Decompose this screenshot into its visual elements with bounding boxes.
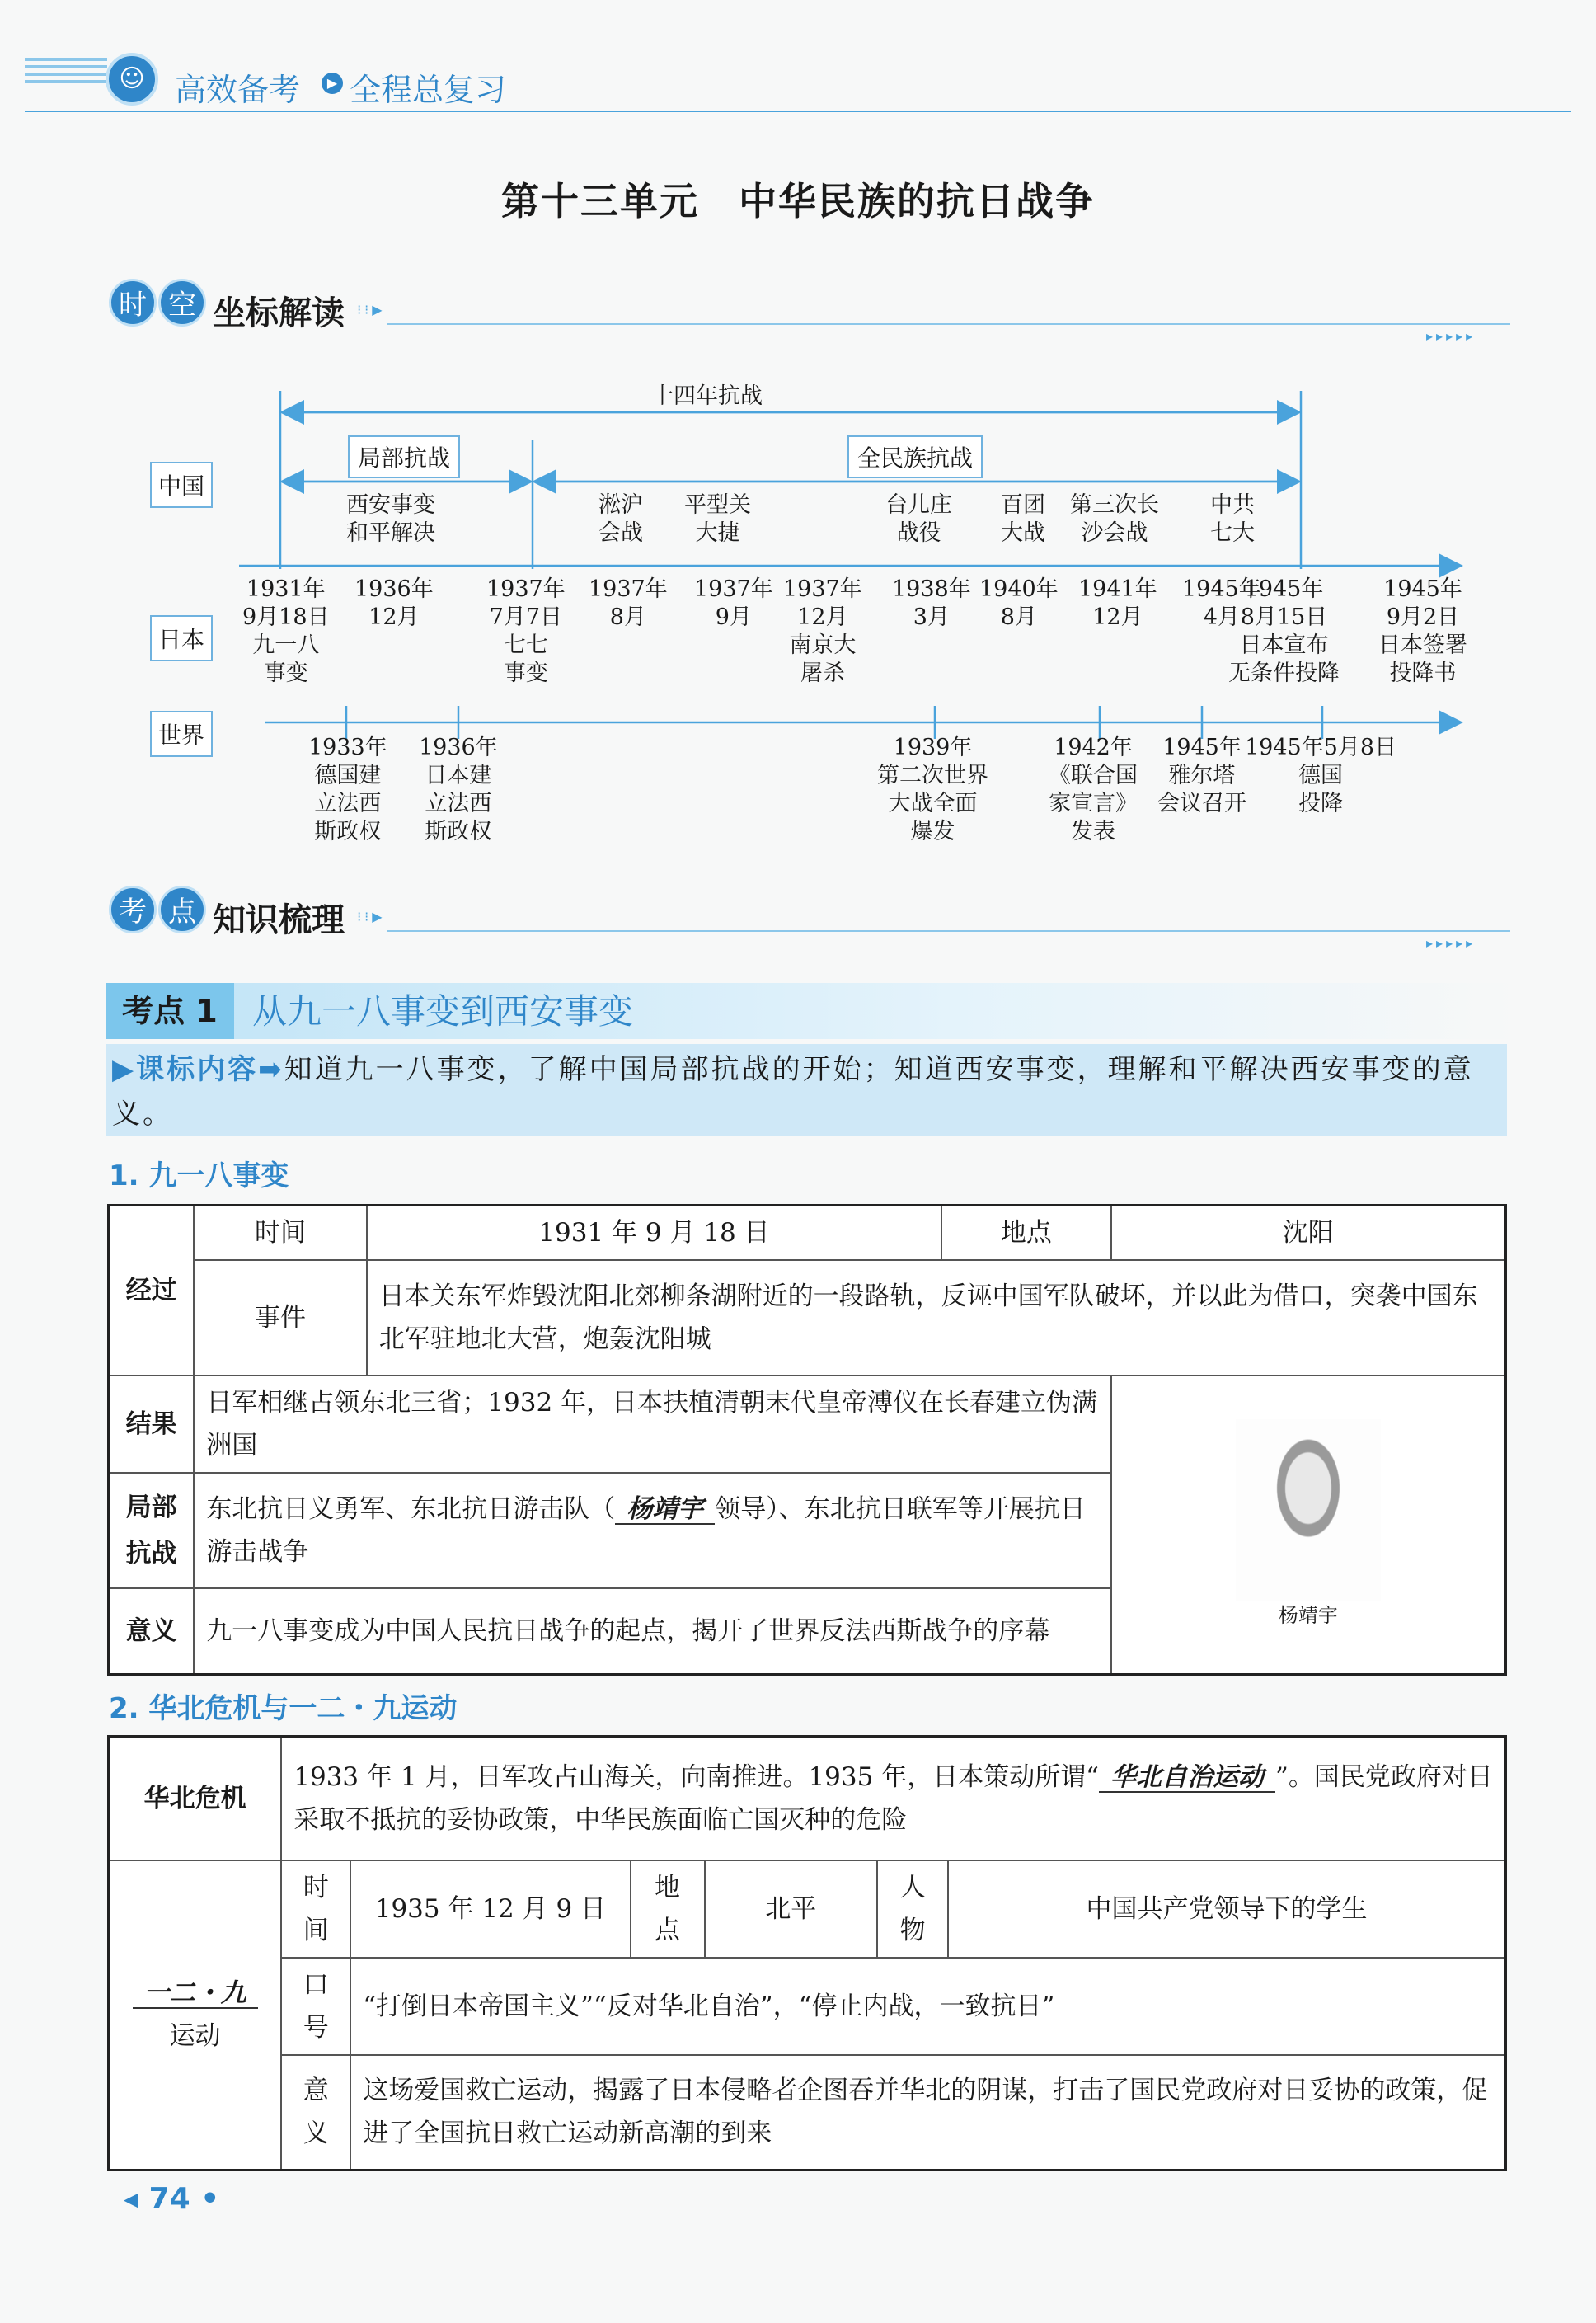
cell-time-v: 1931 年 9 月 18 日	[367, 1206, 942, 1261]
triangles-icon: ▸▸▸▸▸	[1426, 935, 1476, 951]
subheading-918: 1. 九一八事变	[109, 1159, 289, 1192]
curriculum-content	[112, 1047, 1505, 1136]
row-label-world: 世界	[150, 711, 213, 757]
date-item: 1945年 4月	[1182, 576, 1261, 630]
cell-slogan-v: “打倒日本帝国主义”“反对华北自治”，“停止内战，一致抗日”	[350, 1958, 1505, 2055]
cell-place-h: 地点	[941, 1206, 1110, 1261]
kaodian-number: 考点 1	[106, 983, 234, 1039]
cell-event-v: 日本关东军炸毁沈阳北郊柳条湖附近的一段路轨，反诬中国军队破坏，并以此为借口，突袭中国东北军驻地北大营，炮轰沈阳城	[367, 1260, 1506, 1375]
phase-local-label: 局部抗战	[348, 435, 460, 478]
row-label-japan: 日本	[150, 615, 213, 661]
curriculum-text: 知道九一八事变，了解中国局部抗战的开始；知道西安事变，理解和平解决西安事变的意义。	[112, 1053, 1474, 1131]
cell-meaning-v: 九一八事变成为中国人民抗日战争的起点，揭开了世界反法西斯战争的序幕	[194, 1588, 1110, 1674]
cell-movement-h: 一二・九 运动	[109, 1860, 282, 2170]
kaodian-title: 从九一八事变到西安事变	[252, 991, 634, 1032]
date-item: 1945年 9月2日 日本签署 投降书	[1378, 576, 1467, 686]
teacher-avatar-icon: ☺	[106, 53, 158, 106]
unit-title: 第十三单元 中华民族的抗日战争	[501, 179, 1095, 223]
world-event: 1945年 雅尔塔 会议召开	[1157, 735, 1246, 816]
section-badge-kaodian	[109, 886, 386, 941]
china-event: 中共 七大	[1210, 492, 1255, 546]
bubble-kong: 空	[158, 279, 206, 327]
world-event: 1945年5月8日 德国 投降	[1245, 735, 1397, 816]
cell-place-v: 沈阳	[1111, 1206, 1506, 1261]
cell-local-h: 局部 抗战	[109, 1473, 195, 1588]
china-event: 第三次长 沙会战	[1070, 492, 1159, 546]
cell-meaning-h: 意义	[281, 2055, 350, 2170]
bubble-kao: 考	[109, 886, 157, 933]
cell-crisis-v: 1933 年 1 月，日军攻占山海关，向南推进。1935 年，日本策动所谓“ 华北自治运动 ”。国民党政府对日采取不抵抗的妥协政策，中华民族面临亡国灭种的危险	[281, 1737, 1505, 1860]
china-event: 平型关 大捷	[684, 492, 751, 546]
cell-meaning-v: 这场爱国救亡运动，揭露了日本侵略者企图吞并华北的阴谋，打击了国民党政府对日妥协的政策，促进了全国抗日救亡运动新高潮的到来	[350, 2055, 1505, 2170]
cell-time-h: 时间	[194, 1206, 366, 1261]
section-label: 坐标解读	[213, 294, 345, 332]
date-item: 1937年 9月	[694, 576, 773, 630]
date-item: 1941年 12月	[1078, 576, 1157, 630]
china-event: 淞沪 会战	[598, 492, 643, 546]
china-event: 西安事变 和平解决	[346, 492, 435, 546]
cell-result-h: 结果	[109, 1375, 195, 1473]
section-rule	[387, 930, 1510, 932]
cell-slogan-h: 口号	[281, 1958, 350, 2055]
cell-meaning-h: 意义	[109, 1588, 195, 1674]
table-918	[107, 1204, 1507, 1676]
portrait-image	[1236, 1419, 1381, 1601]
dots-icon: ⁝⁝▶	[357, 302, 386, 317]
date-item: 1940年 8月	[979, 576, 1059, 630]
date-item: 1931年 9月18日 九一八 事变	[242, 576, 330, 686]
cell-people-v: 中国共产党领导下的学生	[948, 1860, 1505, 1958]
world-event: 1939年 第二次世界 大战全面 爆发	[877, 735, 988, 844]
header-title: 高效备考	[175, 72, 301, 108]
dots-icon: ⁝⁝▶	[357, 909, 386, 924]
span-label: 十四年抗战	[651, 383, 763, 409]
date-item: 1937年 12月 南京大 屠杀	[783, 576, 862, 686]
world-event: 1942年 《联合国 家宣言》 发表	[1049, 735, 1138, 844]
fill-yang-jingyu: 杨靖宇	[615, 1495, 715, 1525]
cell-photo	[1111, 1375, 1506, 1674]
table-huabei	[107, 1735, 1507, 2171]
date-item: 1938年 3月	[892, 576, 971, 630]
cell-place-h: 地点	[631, 1860, 705, 1958]
row-label-china: 中国	[150, 462, 213, 508]
cell-time-v: 1935 年 12 月 9 日	[350, 1860, 630, 1958]
cell-jingguo: 经过	[109, 1206, 195, 1376]
bubble-dian: 点	[158, 886, 206, 933]
china-event: 台儿庄 战役	[885, 492, 952, 546]
arrow-right-icon: ▶	[322, 73, 343, 94]
world-event: 1936年 日本建 立法西 斯政权	[419, 735, 498, 844]
fill-129: 一二・九	[133, 1979, 258, 2009]
photo-caption: 杨靖宇	[1278, 1603, 1338, 1627]
cell-result-v: 日军相继占领东北三省；1932 年，日本扶植清朝末代皇帝溥仪在长春建立伪满洲国	[194, 1375, 1110, 1473]
cell-time-h: 时间	[281, 1860, 350, 1958]
date-item: 1936年 12月	[354, 576, 434, 630]
section-label: 知识梳理	[213, 901, 345, 939]
page-number: ◂ 74 •	[124, 2182, 220, 2216]
date-item: 1945年 8月15日 日本宣布 无条件投降	[1228, 576, 1340, 686]
fill-huabei-zizhi: 华北自治运动	[1099, 1763, 1275, 1793]
cell-place-v: 北平	[705, 1860, 878, 1958]
cell-event-h: 事件	[194, 1260, 366, 1375]
cell-crisis-h: 华北危机	[109, 1737, 282, 1860]
china-event: 百团 大战	[1001, 492, 1045, 546]
world-event: 1933年 德国建 立法西 斯政权	[308, 735, 387, 844]
bubble-shi: 时	[109, 279, 157, 327]
cell-people-h: 人物	[877, 1860, 948, 1958]
triangles-icon: ▸▸▸▸▸	[1426, 328, 1476, 344]
cell-local-v: 东北抗日义勇军、东北抗日游击队（ 杨靖宇 领导）、东北抗日联军等开展抗日游击战争	[194, 1473, 1110, 1588]
header-subtitle: 全程总复习	[350, 72, 507, 108]
subheading-huabei: 2. 华北危机与一二・九运动	[109, 1692, 458, 1725]
curriculum-tag: ▶课标内容➡	[112, 1053, 284, 1086]
phase-national-label: 全民族抗战	[847, 435, 983, 478]
date-item: 1937年 8月	[589, 576, 668, 630]
date-item: 1937年 7月7日 七七 事变	[486, 576, 566, 686]
